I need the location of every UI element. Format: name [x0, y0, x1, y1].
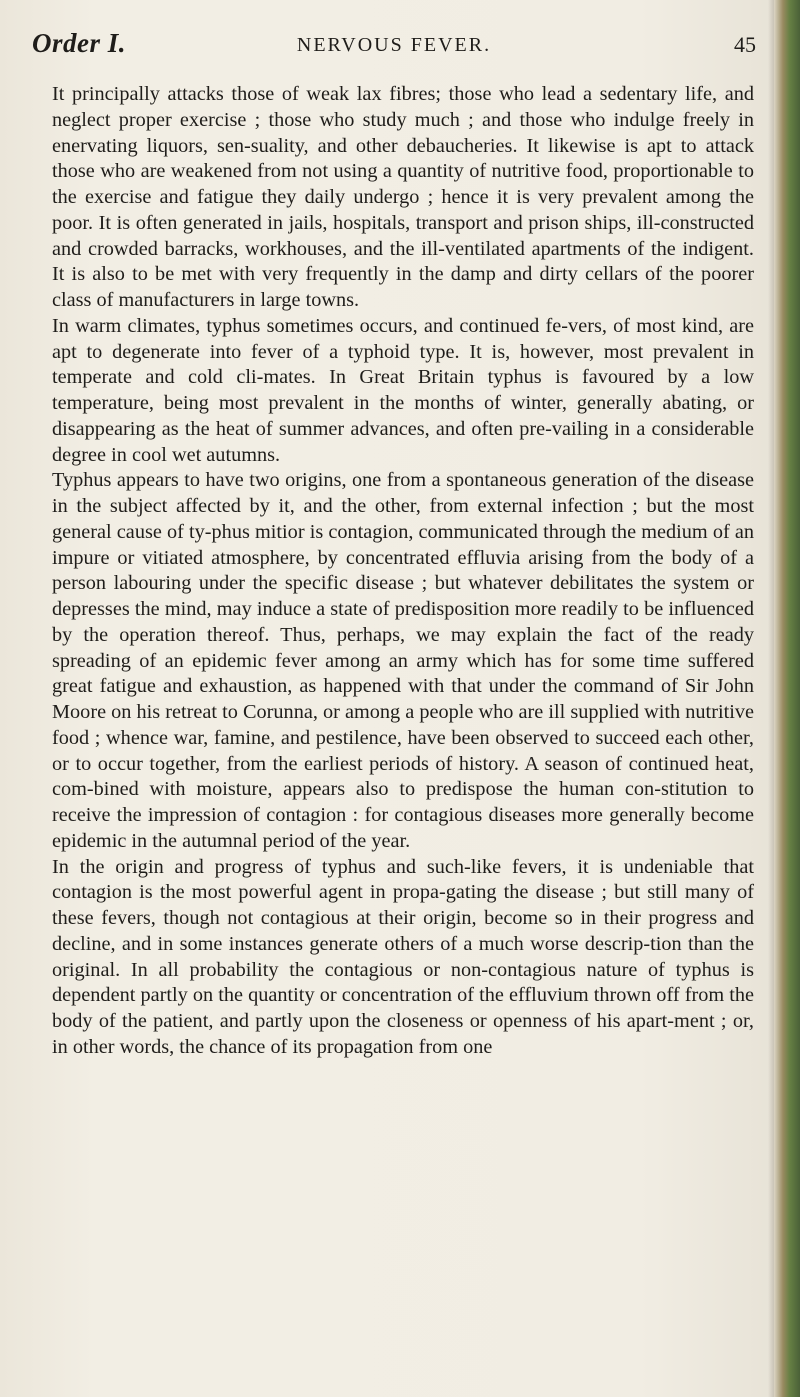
paragraph: It principally attacks those of weak lax fibres; those who lead a sedentary life, and neglect proper exercise ; those who study much ; and those who indulge freely in enervating liquors, sen-suality, and other debaucheries. It likewise is apt to attack those who are weakened from not using a quantity of nutritive food, proportionable to the exercise and fatigue they daily undergo ; hence it is very prevalent among the poor. It is often generated in jails, hospitals, transport and prison ships, ill-constructed and crowded barracks, workhouses, and the ill-ventilated apartments of the indigent. It is also to be met with very frequently in the damp and dirty cellars of the poorer class of manufacturers in large towns. [52, 83, 754, 311]
paragraph: Typhus appears to have two origins, one from a spontaneous generation of the disease in the subject affected by it, and the other, from external infection ; but the most general cause of ty-phus mitior is contagion, communicated through the medium of an impure or vitiated atmosphere, by concentrated effluvia arising from the body of a person labouring under the specific disease ; but whatever debilitates the system or depresses the mind, may induce a state of predisposition more readily to be influenced by the operation thereof. Thus, perhaps, we may explain the fact of the ready spreading of an epidemic fever among an army which has for some time suffered great fatigue and exhaustion, as happened with that under the command of Sir John Moore on his retreat to Corunna, or among a people who are ill supplied with nutritive food ; whence war, famine, and pestilence, have been observed to succeed each other, or to occur together, from the earliest periods of history. A season of continued heat, com-bined with moisture, appears also to predispose the human con-stitution to receive the impression of contagion : for contagious diseases more generally become epidemic in the autumnal period of the year. [52, 469, 754, 852]
paragraph: In the origin and progress of typhus and such-like fevers, it is undeniable that contagion is the most powerful agent in propa-gating the disease ; but still many of these fevers, though not contagious at their origin, become so in their progress and decline, and in some instances generate others of a much worse descrip-tion than the original. In all probability the contagious or non-contagious nature of typhus is dependent partly on the quantity or concentration of the effluvium thrown off from the body of the patient, and partly upon the closeness or openness of his apart-ment ; or, in other words, the chance of its propagation from one [52, 855, 754, 1058]
running-header [32, 28, 756, 68]
body-text [52, 82, 754, 1061]
paragraph: In warm climates, typhus sometimes occurs, and continued fe-vers, of most kind, are apt to degenerate into fever of a typhoid type. It is, however, most prevalent in temperate and cold cli-mates. In Great Britain typhus is favoured by a low temperature, being most prevalent in the months of winter, generally abating, or disappearing as the heat of summer advances, and often pre-vailing in a considerable degree in cool wet autumns. [52, 314, 754, 466]
page-number: 45 [734, 32, 756, 57]
chapter-title: NERVOUS FEVER. [296, 34, 492, 56]
book-spine-edge [774, 0, 800, 1397]
section-label: Order I. [32, 28, 127, 58]
